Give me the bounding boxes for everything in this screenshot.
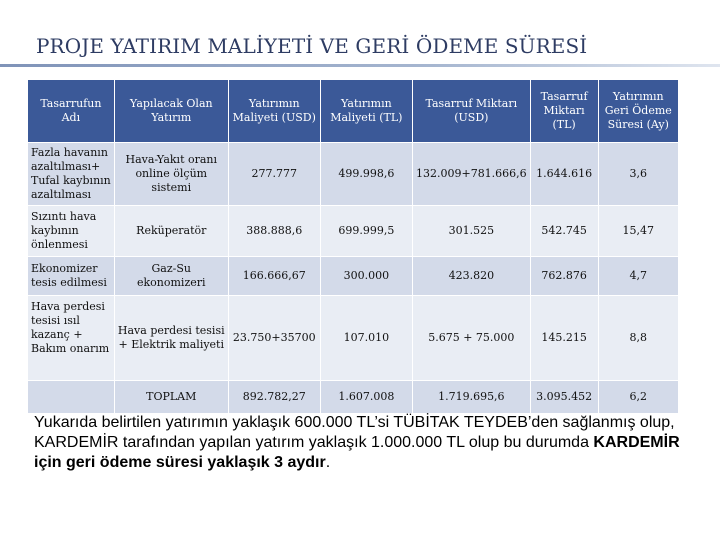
table-row (28, 257, 679, 296)
table-cell: 423.820 (412, 257, 530, 296)
table-cell: 145.215 (530, 296, 598, 381)
table-cell: Ekonomizer tesis edilmesi (28, 257, 115, 296)
table-cell: 499.998,6 (320, 143, 412, 206)
header-cell: Tasarruf Miktarı (USD) (412, 80, 530, 143)
table-cell: 1.607.008 (320, 381, 412, 414)
table-cell: 23.750+35700 (228, 296, 320, 381)
table-cell: 166.666,67 (228, 257, 320, 296)
table-row (28, 143, 679, 206)
investment-table (27, 79, 679, 414)
table-cell: Hava perdesi tesisi ısıl kazanç + Bakım onarım (28, 296, 115, 381)
summary-note (34, 413, 694, 473)
page-title: PROJE YATIRIM MALİYETİ VE GERİ ÖDEME SÜRESİ (36, 34, 588, 58)
header-cell: Yatırımın Geri Ödeme Süresi (Ay) (598, 80, 678, 143)
table-cell: 107.010 (320, 296, 412, 381)
table-cell: Reküperatör (114, 206, 228, 257)
table-cell: Gaz-Su ekonomizeri (114, 257, 228, 296)
table-cell: 542.745 (530, 206, 598, 257)
table-cell: 4,7 (598, 257, 678, 296)
table-cell: Hava-Yakıt oranı online ölçüm sistemi (114, 143, 228, 206)
summary-emphasis: KARDEMİR için geri ödeme süresi yaklaşık 3 aydır (34, 434, 680, 471)
table-cell: 8,8 (598, 296, 678, 381)
header-cell: Yatırımın Maliyeti (TL) (320, 80, 412, 143)
table-cell: 762.876 (530, 257, 598, 296)
table-cell: 301.525 (412, 206, 530, 257)
table-cell: 277.777 (228, 143, 320, 206)
table-cell: 892.782,27 (228, 381, 320, 414)
table-cell: 15,47 (598, 206, 678, 257)
table-cell: Fazla havanın azaltılması+ Tufal kaybının azaltılması (28, 143, 115, 206)
table-cell: 5.675 + 75.000 (412, 296, 530, 381)
summary-text: Yukarıda belirtilen yatırımın yaklaşık 600.000 TL’si TÜBİTAK TEYDEB’den sağlanmış olup, KARDEMİR tarafından yapılan yatırım yaklaşık 1.000.000 TL olup bu durumda (34, 414, 675, 451)
table-row (28, 206, 679, 257)
table-cell (28, 381, 115, 414)
header-cell: Tasarrufun Adı (28, 80, 115, 143)
summary-end: . (325, 454, 331, 471)
table-row (28, 296, 679, 381)
table-cell: Sızıntı hava kaybının önlenmesi (28, 206, 115, 257)
header-cell: Yapılacak Olan Yatırım (114, 80, 228, 143)
table-cell: 699.999,5 (320, 206, 412, 257)
table-cell: 3,6 (598, 143, 678, 206)
header-cell: Yatırımın Maliyeti (USD) (228, 80, 320, 143)
table-cell: 388.888,6 (228, 206, 320, 257)
header-cell: Tasarruf Miktarı (TL) (530, 80, 598, 143)
table-cell: 300.000 (320, 257, 412, 296)
table-cell: 3.095.452 (530, 381, 598, 414)
table-header-row (28, 80, 679, 143)
total-row (28, 381, 679, 414)
title-divider (0, 64, 720, 67)
table-cell: 1.719.695,6 (412, 381, 530, 414)
table-cell: 1.644.616 (530, 143, 598, 206)
total-label: TOPLAM (114, 381, 228, 414)
table-cell: 6,2 (598, 381, 678, 414)
table-cell: 132.009+781.666,6 (412, 143, 530, 206)
table-cell: Hava perdesi tesisi + Elektrik maliyeti (114, 296, 228, 381)
